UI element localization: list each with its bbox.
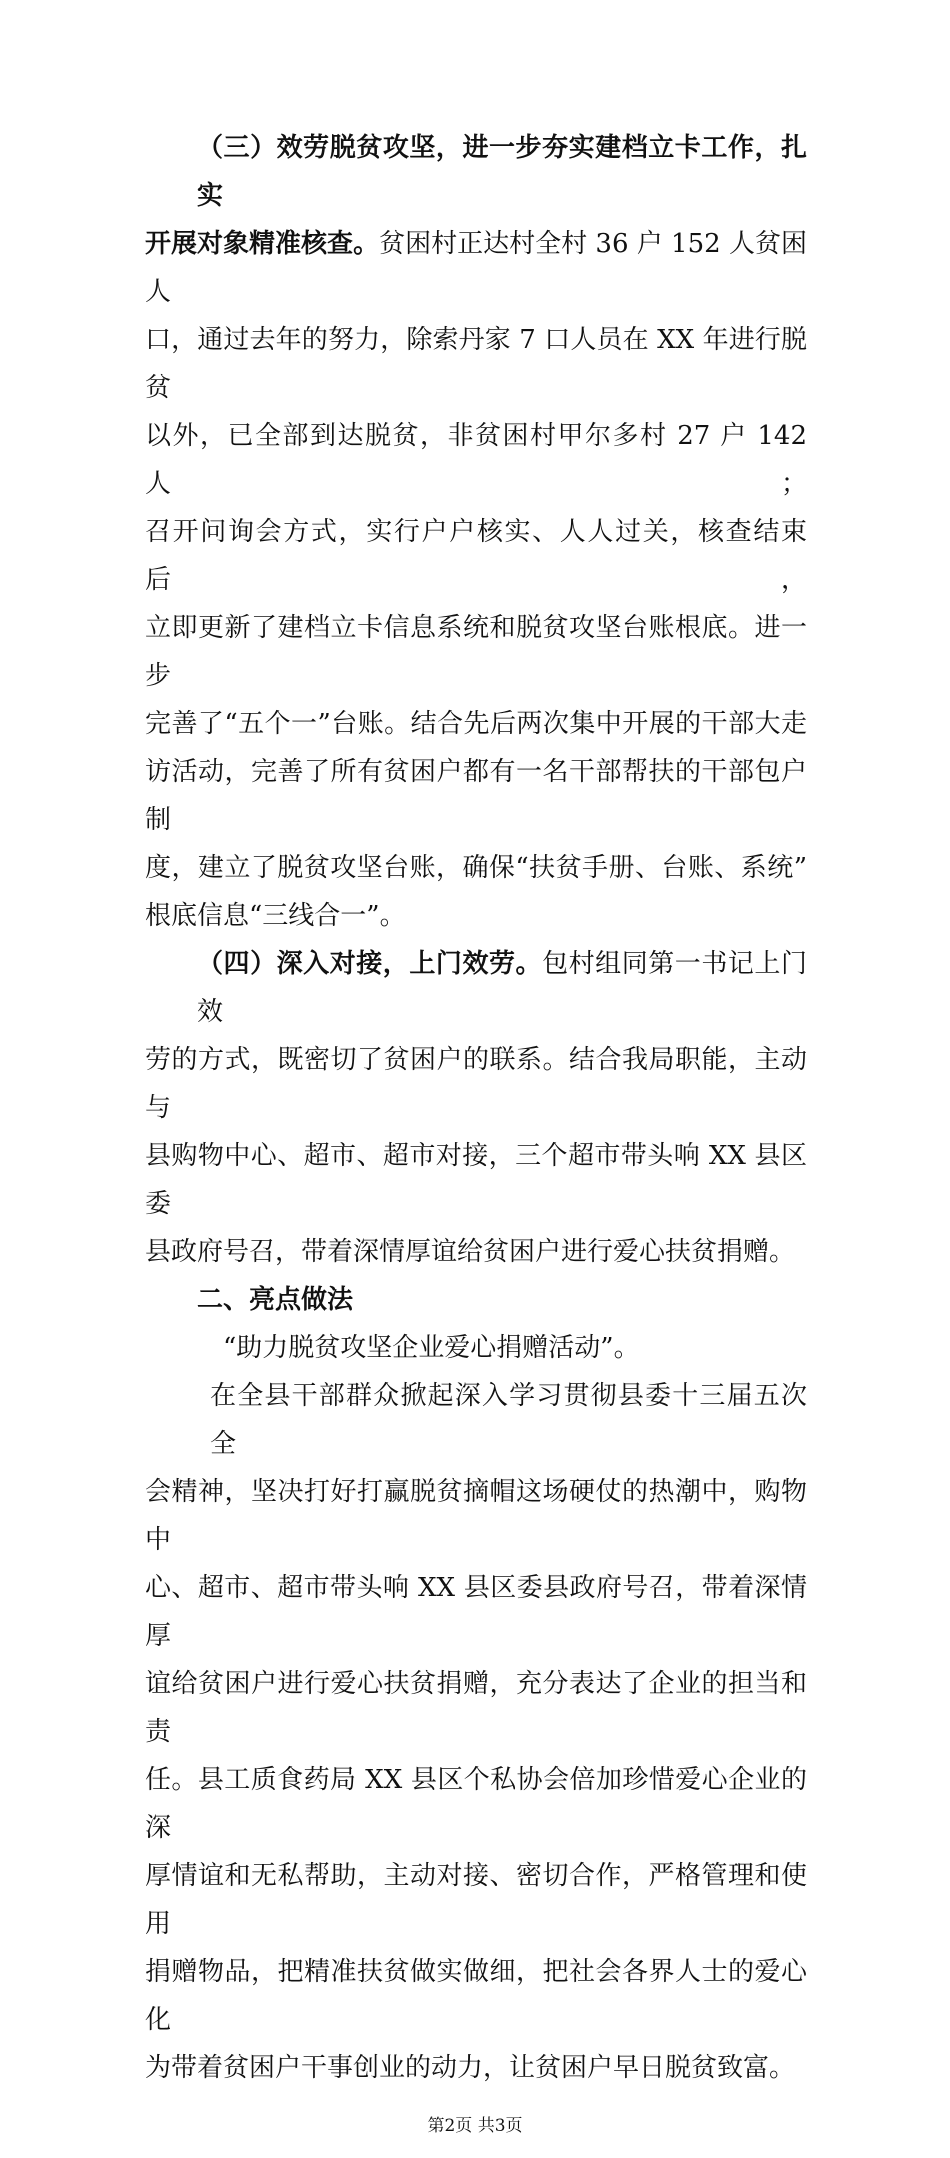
text-line [145,508,807,604]
page-number-footer: 第2页 共3页 [427,2116,523,2136]
body-text: 捐赠物品，把精准扶贫做实做细，把社会各界人士的爱心化 [145,1957,807,2035]
body-text: 贫困村正达村全村 36 户 152 人贫困人 [145,229,807,307]
bold-heading: （三）效劳脱贫攻坚，进一步夯实建档立卡工作，扎实 [197,133,807,211]
body-text: 县购物中心、超市、超市对接，三个超市带头响 XX 县区委 [145,1141,807,1219]
body-text: 心、超市、超市带头响 XX 县区委县政府号召，带着深情厚 [145,1573,807,1651]
body-text: 度，建立了脱贫攻坚台账，确保“扶贫手册、台账、系统” [145,853,807,883]
text-line [145,1564,807,1660]
body-text: 为带着贫困户干事创业的动力，让贫困户早日脱贫致富。 [145,2053,796,2083]
body-text: 厚情谊和无私帮助，主动对接、密切合作，严格管理和使用 [145,1861,807,1939]
body-text: 访活动，完善了所有贫困户都有一名干部帮扶的干部包户制 [145,757,807,835]
text-line [145,1852,807,1948]
text-line [145,1228,807,1276]
body-text: 完善了“五个一”台账。结合先后两次集中开展的干部大走 [145,709,807,739]
text-line [145,1468,807,1564]
text-line [145,748,807,844]
text-line [145,1756,807,1852]
text-line [145,604,807,700]
text-line [145,124,807,220]
text-line [145,1660,807,1756]
bold-heading: 二、亮点做法 [197,1285,354,1315]
text-line [145,1276,807,1324]
text-line [145,1036,807,1132]
bold-heading: （四）深入对接，上门效劳。 [197,949,543,979]
body-text: 口，通过去年的努力，除索丹家 7 口人员在 XX 年进行脱贫 [145,325,807,403]
text-line [145,2044,807,2092]
text-line [145,1372,807,1468]
text-line [145,1948,807,2044]
body-text: “助力脱贫攻坚企业爱心捐赠活动”。 [223,1333,640,1363]
body-text: 县政府号召，带着深情厚谊给贫困户进行爱心扶贫捐赠。 [145,1237,796,1267]
text-line [145,220,807,316]
body-text: 召开问询会方式，实行户户核实、人人过关，核查结束后， [145,517,807,595]
body-text: 根底信息“三线合一”。 [145,901,406,931]
body-text: 会精神，坚决打好打赢脱贫摘帽这场硬仗的热潮中，购物中 [145,1477,807,1555]
body-text: 包村组同第一书记上门效 [197,949,807,1027]
text-line [145,412,807,508]
text-line [145,316,807,412]
text-line [145,844,807,892]
body-text: 立即更新了建档立卡信息系统和脱贫攻坚台账根底。进一步 [145,613,807,691]
text-line [145,700,807,748]
text-line [145,892,807,940]
body-text: 在全县干部群众掀起深入学习贯彻县委十三届五次全 [210,1381,807,1459]
document-page [145,0,807,2092]
text-line [145,940,807,1036]
body-text: 以外，已全部到达脱贫，非贫困村甲尔多村 27 户 142 人； [145,421,807,499]
text-line [145,1324,807,1372]
body-text: 劳的方式，既密切了贫困户的联系。结合我局职能，主动与 [145,1045,807,1123]
bold-heading: 开展对象精准核查。 [145,229,380,259]
text-line [145,1132,807,1228]
body-text: 谊给贫困户进行爱心扶贫捐赠，充分表达了企业的担当和责 [145,1669,807,1747]
body-text: 任。县工质食药局 XX 县区个私协会倍加珍惜爱心企业的深 [145,1765,807,1843]
